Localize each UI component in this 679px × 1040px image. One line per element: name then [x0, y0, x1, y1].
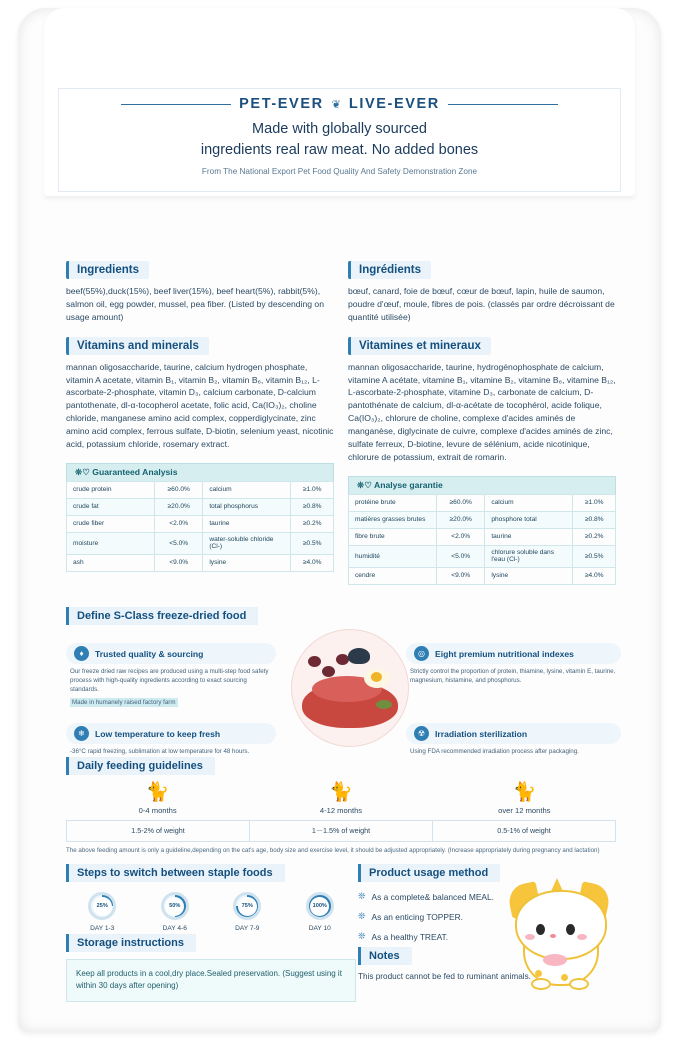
analysis-caption-text-fr: Analyse garantie — [373, 479, 443, 490]
switch-step-0 — [66, 892, 139, 932]
switch-step-1 — [139, 892, 212, 932]
feeding-section — [66, 756, 616, 856]
berry-shape — [308, 656, 321, 667]
switch-step-day: DAY 10 — [308, 925, 331, 932]
feature-header — [66, 723, 276, 744]
progress-label: 25% — [93, 897, 112, 916]
feeding-stage-label: over 12 months — [498, 806, 551, 815]
switch-step-2 — [211, 892, 284, 932]
mascot-cheek-right — [577, 934, 587, 940]
feeding-amount-0: 1.5-2% of weight — [67, 821, 250, 841]
mascot-eye-left — [536, 924, 545, 935]
table-row: crude fiber <2.0% taurine ≥0.2% — [67, 515, 334, 532]
progress-label: 50% — [165, 897, 184, 916]
usage-item-label: As an enticing TOPPER. — [371, 911, 463, 922]
usage-item-label: As a healthy TREAT. — [371, 931, 449, 942]
storage-title: Storage instructions — [66, 934, 196, 952]
cat-icon-medium: 🐈 — [329, 782, 353, 803]
feature-text: Using FDA recommended irradiation process after packaging. — [410, 748, 579, 755]
vitamins-section-en — [66, 336, 334, 451]
progress-donut-25 — [88, 892, 116, 920]
vitamins-title-fr: Vitamines et mineraux — [348, 337, 491, 355]
table-row: fibre brute <2.0% taurine ≥0.2% — [349, 528, 616, 545]
storage-section — [66, 933, 356, 1002]
analysis-body-fr — [349, 494, 616, 584]
switch-steps-row — [66, 892, 356, 932]
target-icon: ◎ — [414, 646, 429, 661]
table-row: matières grasses brutes ≥20.0% phosphore total ≥0.8% — [349, 511, 616, 528]
storage-text: Keep all products in a cool,dry place.Sealed preservation. (Suggest using it within 30 days after opening) — [66, 959, 356, 1002]
feeding-stage-label: 0-4 months — [138, 806, 177, 815]
feeding-amount-2: 0.5-1% of weight — [497, 826, 551, 835]
vitamins-text-en: mannan oligosaccharide, taurine, calcium hydrogen phosphate, vitamin A acetate, vitamin B₁, vitamin B₂, vitamin B₆, vitamin B₁₂, L-ascorbate-2-phosphate, vitamin D₃, calcium carbonate, D-calcium pantothenate, dl-α-tocopherol acetate, folic acid, Ca(IO₃)₂, choline chloride, manganese amino acid complex, copperdiglycinate, zinc amino acid complex, ferrous sulfate, D-biotin, selenium yeast, nicotinic acid, potassium chloride, rosemary extract. — [66, 361, 334, 450]
feature-header — [406, 723, 621, 744]
vitamins-title-en: Vitamins and minerals — [66, 337, 209, 355]
feeding-title: Daily feeding guidelines — [66, 757, 215, 775]
feature-highlight — [66, 699, 276, 708]
certification-line: From The National Export Pet Food Quality And Safety Demonstration Zone — [201, 167, 478, 177]
feature-title: Trusted quality & sourcing — [95, 648, 204, 659]
tagline — [18, 119, 661, 161]
mascot-foot-left — [531, 978, 551, 990]
feature-title: Low temperature to keep fresh — [95, 728, 221, 739]
berry-shape — [322, 666, 335, 677]
egg-yolk-shape — [371, 672, 382, 682]
guaranteed-analysis-caption-en — [66, 463, 334, 481]
progress-donut-75 — [233, 892, 261, 920]
switch-steps-title: Steps to switch between staple foods — [66, 864, 285, 882]
sclass-section — [66, 606, 616, 755]
switch-step-3 — [284, 892, 357, 932]
product-bag — [18, 8, 661, 1032]
table-row: crude protein ≥60.0% calcium ≥1.0% — [67, 481, 334, 498]
paw-icon: ❊ — [358, 891, 366, 901]
ingredients-section-en — [66, 260, 334, 324]
switch-step-day: DAY 4-6 — [162, 925, 187, 932]
paw-icon-analysis-fr: ❊♡ — [357, 479, 374, 490]
brand-rule-left — [121, 104, 231, 105]
feature-low-temperature — [66, 723, 276, 757]
feature-trusted-quality — [66, 643, 276, 708]
progress-donut-100 — [306, 892, 334, 920]
progress-label: 75% — [238, 897, 257, 916]
paw-icon: ❊ — [358, 931, 366, 941]
guaranteed-analysis-caption-fr — [348, 476, 616, 494]
brand-rule-right — [448, 104, 558, 105]
ingredients-title-en: Ingredients — [66, 261, 149, 279]
feeding-stage-2 — [433, 783, 616, 815]
switch-steps-section — [66, 863, 356, 932]
paw-icon: ❦ — [331, 98, 341, 111]
mascot-cheek-left — [525, 934, 535, 940]
brand-name-right: LIVE-EVER — [348, 96, 440, 112]
table-row: crude fat ≥20.0% total phosphorus ≥0.8% — [67, 498, 334, 515]
feature-text: Our freeze dried raw recipes are produced using a multi-step food safety process with high-quality ingredients according to exact sourcing standards. — [70, 668, 269, 693]
feeding-amount-row — [66, 820, 616, 842]
feature-grid — [66, 635, 616, 755]
mascot-foot-right — [569, 978, 589, 990]
feature-header — [406, 643, 621, 664]
mascot-head — [515, 890, 607, 960]
food-plate-image — [291, 629, 409, 747]
paw-icon-analysis-en: ❊♡ — [75, 466, 93, 477]
switch-step-day: DAY 1-3 — [90, 925, 115, 932]
tagline-line-1: Made with globally sourced — [252, 121, 427, 137]
ingredients-text-fr: bœuf, canard, foie de bœuf, cœur de bœuf, lapin, huile de saumon, poudre d'œuf, moule, fibres de pois. (classés par ordre décroissant de quantité utilisée) — [348, 286, 615, 322]
feature-text: Strictly control the proportion of protein, thiamine, lysine, vitamin E, taurine, magnesium, histamine, and phosphorus. — [410, 668, 616, 684]
feature-nutritional-indexes — [406, 643, 621, 686]
column-french — [348, 260, 616, 585]
table-row: protéine brute ≥60.0% calcium ≥1.0% — [349, 494, 616, 511]
mascot-spot — [535, 970, 542, 977]
feeding-stage-label: 4-12 months — [319, 806, 363, 815]
feature-highlight-text: Made in humanely raised factory farm — [72, 698, 176, 706]
mussel-shape — [348, 648, 370, 664]
feature-text: -36°C rapid freezing, sublimation at low temperature for 48 hours. — [70, 748, 250, 755]
feeding-stage-1 — [249, 783, 432, 815]
notes-title: Notes — [358, 947, 412, 965]
feature-title: Irradiation sterilization — [435, 728, 528, 739]
mascot-illustration — [505, 882, 617, 994]
guaranteed-analysis-table-en — [66, 463, 334, 572]
feeding-amount-1: 1－1.5% of weight — [250, 821, 433, 841]
sclass-title: Define S-Class freeze-dried food — [66, 607, 258, 625]
usage-item-label: As a complete& balanced MEAL. — [371, 891, 494, 902]
progress-label: 100% — [310, 897, 329, 916]
brand-name-left: PET-EVER — [239, 96, 324, 112]
table-row: ash <9.0% lysine ≥4.0% — [67, 554, 334, 571]
cat-icon-large: 🐈 — [512, 782, 537, 803]
mascot-bow — [543, 954, 567, 966]
brand-line — [18, 96, 661, 112]
ingredients-section-fr — [348, 260, 616, 324]
progress-donut-50 — [161, 892, 189, 920]
paw-icon: ❊ — [358, 911, 366, 921]
table-row: moisture <5.0% water-soluble chloride (Cl-) ≥0.5% — [67, 532, 334, 554]
analysis-body-en — [67, 481, 334, 571]
tagline-line-2: ingredients real raw meat. No added bones — [200, 142, 479, 159]
ingredients-text-en: beef(55%),duck(15%), beef liver(15%), beef heart(5%), rabbit(5%), salmon oil, egg powder, mussel, pea fiber. (Listed by descending on usage amount) — [66, 286, 324, 322]
notes-text: This product cannot be fed to ruminant animals. — [358, 972, 531, 981]
table-row: cendre <9.0% lysine ≥4.0% — [349, 567, 616, 584]
switch-step-day: DAY 7-9 — [235, 925, 260, 932]
feeding-stage-icons — [66, 783, 616, 815]
vitamins-section-fr — [348, 336, 616, 464]
fish-icon: ♦ — [74, 646, 89, 661]
ingredients-title-fr: Ingrédients — [348, 261, 431, 279]
radiation-icon: ☢ — [414, 726, 429, 741]
feeding-stage-0 — [66, 783, 249, 815]
feeding-note: The above feeding amount is only a guideline,depending on the cat's age, body size and exercise level, it should be adjusted appropriately. (Increase appropriately during pregnancy and lactation) — [66, 847, 600, 854]
header — [18, 96, 661, 176]
feature-header — [66, 643, 276, 664]
guaranteed-analysis-table-fr — [348, 476, 616, 585]
pea-fiber-shape — [376, 700, 392, 709]
vitamins-text-fr: mannan oligosaccharide, taurine, hydrogénophosphate de calcium, vitamine A acétate, vitamine B₁, vitamine B₂, vitamine B₆, vitamine B₁₂, L-ascorbate-2-phosphate, vitamine D₃, carbonate de calcium, D-pantothénate de calcium, dl-α-acétate de tocophérol, acide folique, Ca(IO₃)₂, chlorure de choline, complexe d'acides aminés de manganèse, diglycinate de cuivre, complexe d'acides aminés de zinc, sulfate ferreux, D-biotine, levure de sélénium, acide nicotinique, chlorure de potassium, extrait de romarin. — [348, 361, 616, 462]
usage-title: Product usage method — [358, 864, 500, 882]
feature-title: Eight premium nutritional indexes — [435, 648, 574, 659]
cat-icon-small: 🐈 — [145, 782, 170, 803]
column-english — [66, 260, 334, 572]
mascot-spot — [561, 974, 568, 981]
table-row: humidité <5.0% chlorure soluble dans l'eau (Cl-) ≥0.5% — [349, 545, 616, 567]
mascot-eye-right — [566, 924, 575, 935]
snowflake-icon: ❄ — [74, 726, 89, 741]
analysis-caption-text-en: Guaranteed Analysis — [92, 466, 178, 477]
feature-irradiation — [406, 723, 621, 757]
mascot-nose — [550, 934, 556, 938]
